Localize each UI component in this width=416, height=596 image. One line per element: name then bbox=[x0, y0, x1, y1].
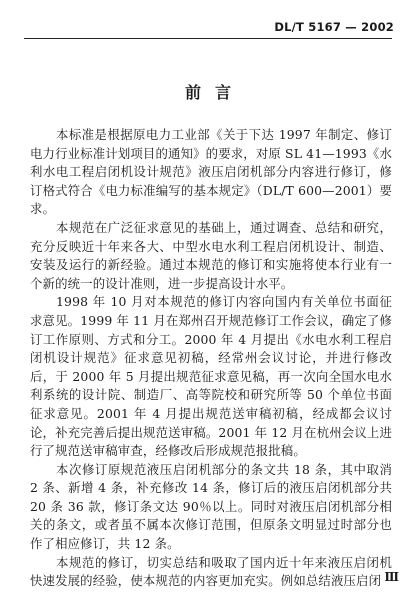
paragraph: 本次修订原规范液压启闭机部分的条文共 18 条，其中取消 2 条、新增 4 条，补充修改 14 条，修订后的液压启闭机部分共 20 条 36 款，修订条文达 90％以上。同时对液压启闭机部分相关的条文，或者虽不属本次修订范围，但原条文明显过时部分也作了相应修订，共 12 条。 bbox=[30, 461, 392, 552]
header-rule bbox=[24, 38, 392, 39]
page-number: Ⅲ bbox=[384, 570, 398, 584]
paragraph: 本标准是根据原电力工业部《关于下达 1997 年制定、修订电力行业标准计划项目的通知》的要求，对原 SL 41—1993《水利水电工程启闭机设计规范》液压启闭机部分内容进行修订，修订格式符合《电力标准编写的基本规定》（DL/T 600—2001）要求。 bbox=[30, 127, 392, 217]
body-text bbox=[30, 126, 392, 591]
paragraph: 本规范的修订，切实总结和吸取了国内近十年来液压启闭机快速发展的经验，使本规范的内容更加充实。例如总结液压启闭 bbox=[30, 554, 392, 589]
section-title: 前言 bbox=[184, 83, 245, 102]
paragraph: 1998 年 10 月对本规范的修订内容向国内有关单位书面征求意见。1999 年 11 月在郑州召开规范修订工作会议，确定了修订工作原则、方式和分工。2000 年 4 月提出《水电水利工程启闭机设计规范》征求意见初稿，经常州会议讨论，并进行修改后，于 2000 年 5 月提出规范征求意见稿，再一次向全国水电水利系统的设计院、制造厂、高等院校和研究所等 50 个单位书面征求意见。2001 年 4 月提出规范送审稿初稿，经成都会议讨论，补充完善后提出规范送审稿。2001 年 12 月在杭州会议上进行了规范送审稿审查，经修改后形成规范报批稿。 bbox=[30, 294, 392, 459]
standard-number: DL/T 5167 — 2002 bbox=[274, 20, 394, 34]
paragraph: 本规范在广泛征求意见的基础上，通过调查、总结和研究，充分反映近十年来各大、中型水电水利工程启闭机设计、制造、安装及运行的新经验。通过本规范的修订和实施将使本行业有一个新的统一的设计准则，进一步提高设计水平。 bbox=[30, 219, 392, 291]
